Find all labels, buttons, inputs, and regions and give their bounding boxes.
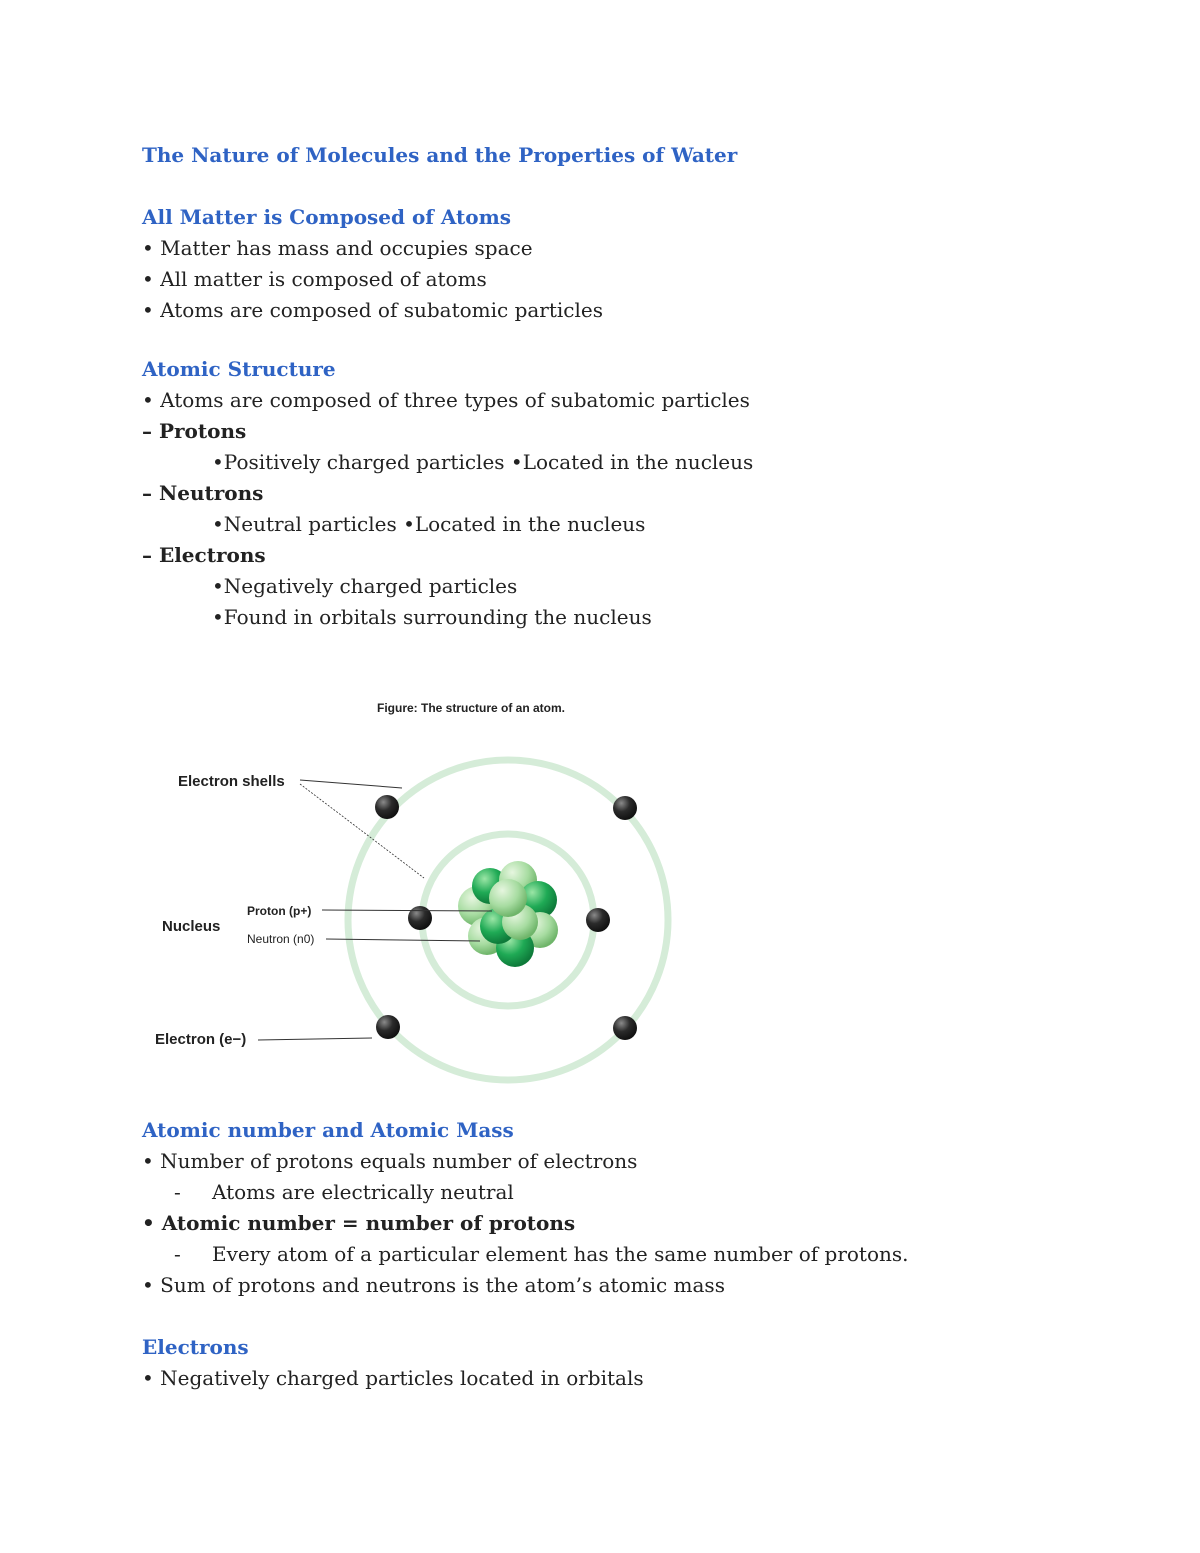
dash: -	[174, 1180, 181, 1204]
neutron	[489, 879, 527, 917]
electron	[613, 1016, 637, 1040]
electron	[376, 1015, 400, 1039]
atom-structure-figure	[140, 690, 700, 1090]
section-heading-electrons: Electrons	[142, 1335, 249, 1359]
document-body	[142, 140, 1102, 633]
label-nucleus: Nucleus	[162, 918, 221, 935]
section-heading-atomic-number: Atomic number and Atomic Mass	[142, 1118, 514, 1142]
dash: -	[174, 1242, 181, 1266]
electron	[586, 908, 610, 932]
bullet-item: • Atoms are composed of subatomic particles	[142, 298, 603, 322]
particle-protons: – Protons	[142, 419, 247, 443]
particle-detail: •Neutral particles •Located in the nucleus	[212, 512, 646, 536]
bullet-item: • Number of protons equals number of electrons	[142, 1149, 638, 1173]
particle-detail: •Negatively charged particles	[212, 574, 518, 598]
bullet-item-bold: • Atomic number = number of protons	[142, 1211, 576, 1235]
bullet-item: • Atoms are composed of three types of subatomic particles	[142, 388, 750, 412]
section-heading-atomic-structure: Atomic Structure	[142, 357, 336, 381]
label-electron: Electron (e−)	[155, 1031, 247, 1048]
electron-leader	[258, 1038, 372, 1040]
shells-leader-outer	[300, 780, 402, 788]
particle-electrons: – Electrons	[142, 543, 266, 567]
document-body-lower	[142, 1115, 1102, 1394]
sub-item: - Every atom of a particular element has the same number of protons.	[142, 1239, 1102, 1270]
document-title: The Nature of Molecules and the Properties of Water	[142, 143, 738, 167]
particle-neutrons: – Neutrons	[142, 481, 264, 505]
section-heading-matter: All Matter is Composed of Atoms	[142, 205, 512, 229]
nucleus	[458, 861, 558, 967]
particle-detail: •Found in orbitals surrounding the nucleus	[212, 605, 652, 629]
label-electron-shells: Electron shells	[178, 773, 285, 790]
label-neutron: Neutron (n0)	[247, 932, 315, 946]
electron	[375, 795, 399, 819]
atom-diagram	[140, 690, 700, 1090]
bullet-item: • Negatively charged particles located in orbitals	[142, 1366, 644, 1390]
bullet-item: • All matter is composed of atoms	[142, 267, 487, 291]
bullet-item: • Sum of protons and neutrons is the atom’s atomic mass	[142, 1273, 725, 1297]
electron	[408, 906, 432, 930]
label-proton: Proton (p+)	[247, 904, 312, 918]
electron	[613, 796, 637, 820]
particle-detail: •Positively charged particles •Located in the nucleus	[212, 450, 754, 474]
figure-caption: Figure: The structure of an atom.	[377, 701, 566, 715]
bullet-item: • Matter has mass and occupies space	[142, 236, 533, 260]
sub-item: - Atoms are electrically neutral	[142, 1177, 1102, 1208]
